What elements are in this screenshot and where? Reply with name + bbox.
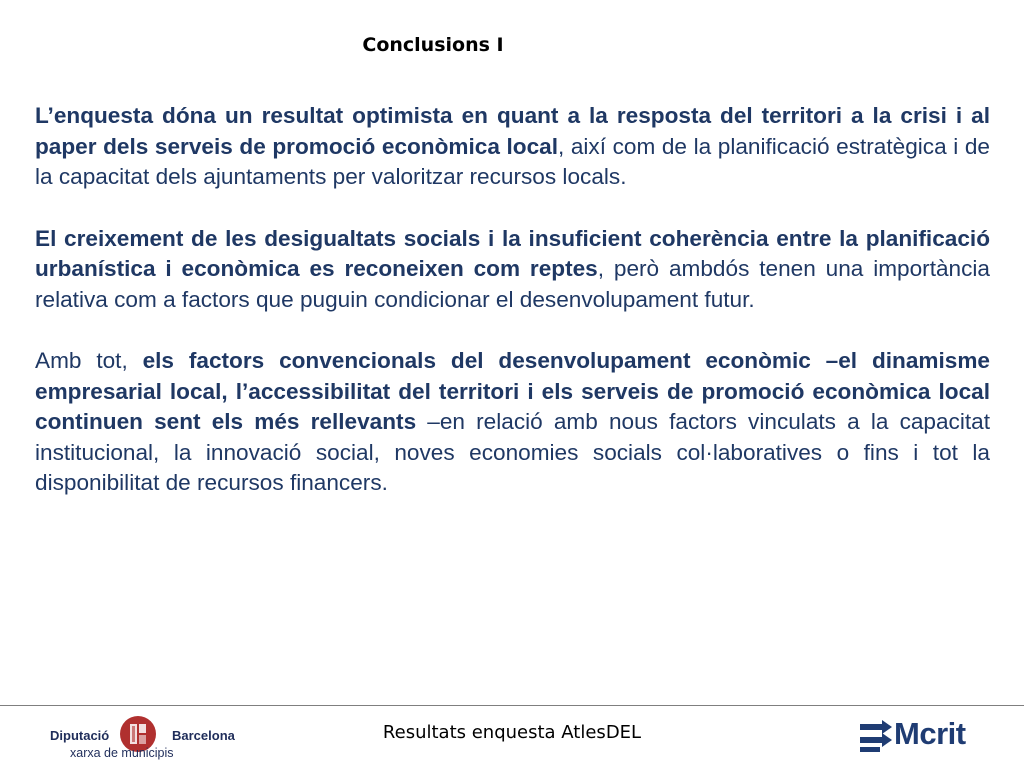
paragraph-1-text: , així com de la planificació estratègica i de la capacitat dels ajuntaments per valoritzar recursos locals. bbox=[35, 133, 990, 189]
paragraph-2-text: , però ambdós tenen una importància relativa com a factors que puguin condicionar el desenvolupament futur. bbox=[35, 256, 990, 312]
footer-caption: Resultats enquesta AtlesDEL bbox=[382, 722, 642, 743]
paragraph-3-text: –en relació amb nous factors vinculats a la capacitat institucional, la innovació social, noves economies socials col·laboratives o fins i tot la disponibilitat de recursos financers. bbox=[35, 409, 990, 495]
paragraph-2 bbox=[35, 224, 990, 316]
paragraph-1-bold: L’enquesta dóna un resultat optimista en quant a la resposta del territori a la crisi i al paper dels serveis de promoció econòmica local bbox=[35, 103, 990, 159]
paragraph-1 bbox=[35, 101, 990, 193]
logo-subtitle: xarxa de municipis bbox=[70, 746, 174, 760]
mcrit-logo bbox=[858, 714, 988, 758]
slide-body bbox=[35, 101, 990, 530]
mcrit-arrows-icon bbox=[858, 720, 892, 754]
paragraph-3-bold: els factors convencionals del desenvolupament econòmic –el dinamisme empresarial local, l’accessibilitat del territori i els serveis de promoció econòmica local continuen sent els més rellevants bbox=[35, 348, 990, 434]
logo-word-left: Diputació bbox=[50, 728, 110, 743]
mcrit-wordmark: Mcrit bbox=[894, 716, 966, 751]
paragraph-3-lead: Amb tot, bbox=[35, 348, 143, 373]
paragraph-3 bbox=[35, 346, 990, 499]
paragraph-2-bold: El creixement de les desigualtats socials i la insuficient coherència entre la planificació urbanística i econòmica es reconeixen com reptes bbox=[35, 225, 990, 281]
footer-divider bbox=[0, 705, 1024, 706]
logo-word-right: Barcelona bbox=[172, 728, 235, 743]
slide-title: Conclusions I bbox=[362, 34, 504, 56]
